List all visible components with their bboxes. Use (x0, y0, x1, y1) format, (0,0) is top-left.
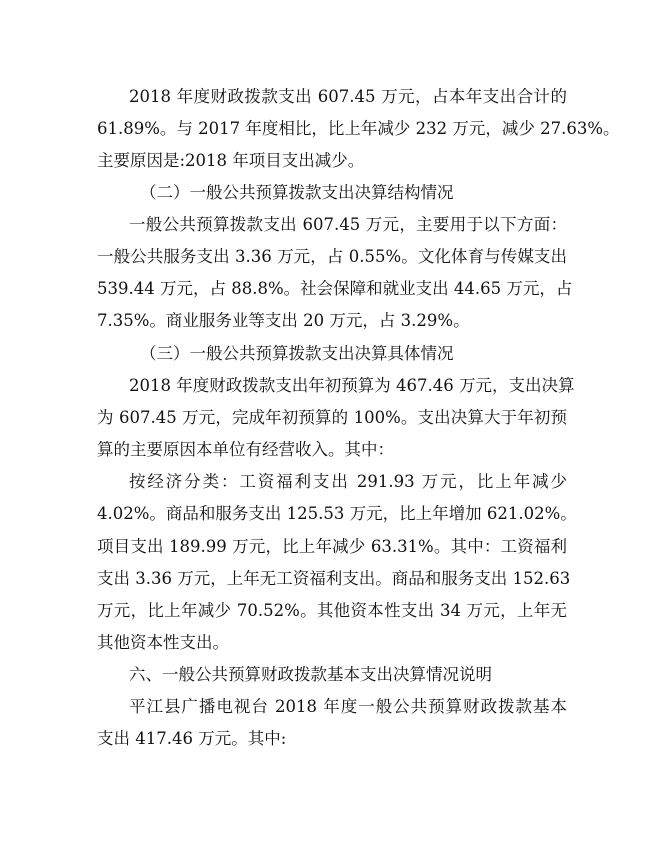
paragraph-line: 2018 年度财政拨款支出 607.45 万元，占本年支出合计的 (129, 87, 567, 106)
paragraph-line: 7.35%。商业服务业等支出 20 万元，占 3.29%。 (97, 311, 470, 330)
paragraph-line: 为 607.45 万元，完成年初预算的 100%。支出决算大于年初预 (97, 408, 567, 427)
paragraph-line: 按经济分类：工资福利支出 291.93 万元，比上年减少 (129, 472, 567, 491)
section-heading: （三）一般公共预算拨款支出决算具体情况 (140, 344, 454, 363)
paragraph-line: 算的主要原因本单位有经营收入。其中： (97, 440, 394, 459)
paragraph-line: 539.44 万元，占 88.8%。社会保障和就业支出 44.65 万元，占 (97, 279, 573, 298)
paragraph-line: 主要原因是:2018 年项目支出减少。 (97, 151, 365, 170)
paragraph-line: 一般公共预算拨款支出 607.45 万元，主要用于以下方面： (129, 215, 567, 234)
paragraph-line: 61.89%。与 2017 年度相比，比上年减少 232 万元，减少 27.63%。 (97, 119, 620, 138)
paragraph-line: 2018 年度财政拨款支出年初预算为 467.46 万元，支出决算 (129, 376, 575, 395)
paragraph-line: 支出 417.46 万元。其中: (97, 729, 287, 748)
section-heading: （二）一般公共预算拨款支出决算结构情况 (140, 183, 454, 202)
paragraph-line: 支出 3.36 万元，上年无工资福利支出。商品和服务支出 152.63 (97, 569, 571, 588)
paragraph-line: 其他资本性支出。 (97, 633, 229, 652)
paragraph-line: 万元，比上年减少 70.52%。其他资本性支出 34 万元，上年无 (97, 601, 567, 620)
paragraph-line: 项目支出 189.99 万元，比上年减少 63.31%。其中：工资福利 (97, 537, 567, 556)
paragraph-line: 一般公共服务支出 3.36 万元，占 0.55%。文化体育与传媒支出 (97, 247, 567, 266)
paragraph-line: 平江县广播电视台 2018 年度一般公共预算财政拨款基本 (129, 697, 567, 716)
paragraph-line: 4.02%。商品和服务支出 125.53 万元，比上年增加 621.02%。 (97, 504, 577, 523)
section-heading: 六、一般公共预算财政拨款基本支出决算情况说明 (129, 665, 492, 684)
